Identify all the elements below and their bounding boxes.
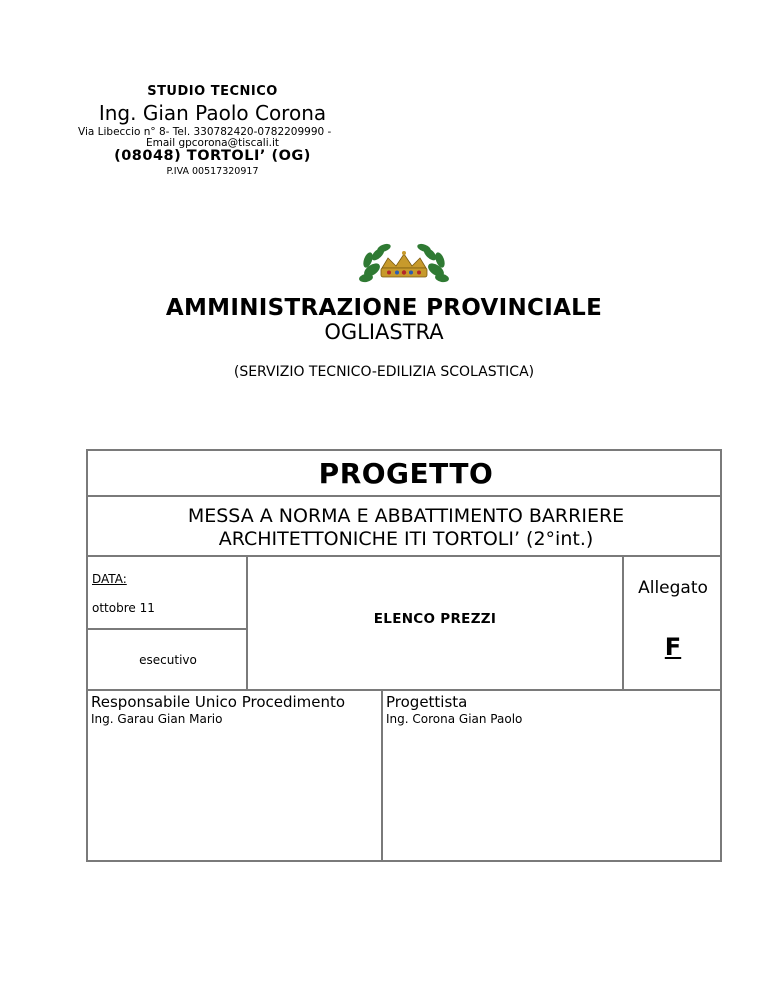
- divider-description: [88, 555, 720, 557]
- divider-right-column: [622, 556, 624, 690]
- studio-address: Via Libeccio n° 8- Tel. 330782420-0782209990 -: [78, 126, 332, 138]
- attachment-letter: F: [664, 633, 682, 661]
- attachment-label: Allegato: [638, 578, 708, 598]
- administration-title: AMMINISTRAZIONE PROVINCIALE: [165, 295, 603, 321]
- administration-service: (SERVIZIO TECNICO-EDILIZIA SCOLASTICA): [233, 364, 535, 380]
- project-description-line1: MESSA A NORMA E ABBATTIMENTO BARRIERE: [187, 505, 625, 527]
- rup-label: Responsabile Unico Procedimento: [91, 693, 346, 711]
- project-phase: esecutivo: [139, 653, 197, 667]
- date-label: DATA:: [92, 572, 127, 586]
- project-description-line2: ARCHITETTONICHE ITI TORTOLI’ (2°int.): [218, 528, 594, 550]
- designer-label: Progettista: [386, 693, 468, 711]
- studio-city: (08048) TORTOLI’ (OG): [114, 148, 311, 164]
- divider-left-column: [246, 556, 248, 690]
- divider-date-phase: [88, 628, 247, 630]
- divider-signatures: [88, 689, 720, 691]
- document-title: ELENCO PREZZI: [373, 611, 497, 627]
- divider-title: [88, 495, 720, 497]
- divider-signature-columns: [381, 690, 383, 860]
- studio-email: Email gpcorona@tiscali.it: [145, 137, 279, 149]
- rup-name: Ing. Garau Gian Mario: [91, 712, 223, 726]
- studio-name: Ing. Gian Paolo Corona: [98, 101, 327, 125]
- administration-subtitle: OGLIASTRA: [324, 320, 444, 344]
- project-frame: [86, 449, 722, 862]
- studio-label: STUDIO TECNICO: [147, 84, 278, 99]
- project-title: PROGETTO: [318, 457, 494, 490]
- designer-name: Ing. Corona Gian Paolo: [386, 712, 523, 726]
- crown-laurel-emblem-icon: [358, 240, 450, 288]
- studio-piva: P.IVA 00517320917: [166, 166, 259, 177]
- date-value: ottobre 11: [92, 601, 155, 615]
